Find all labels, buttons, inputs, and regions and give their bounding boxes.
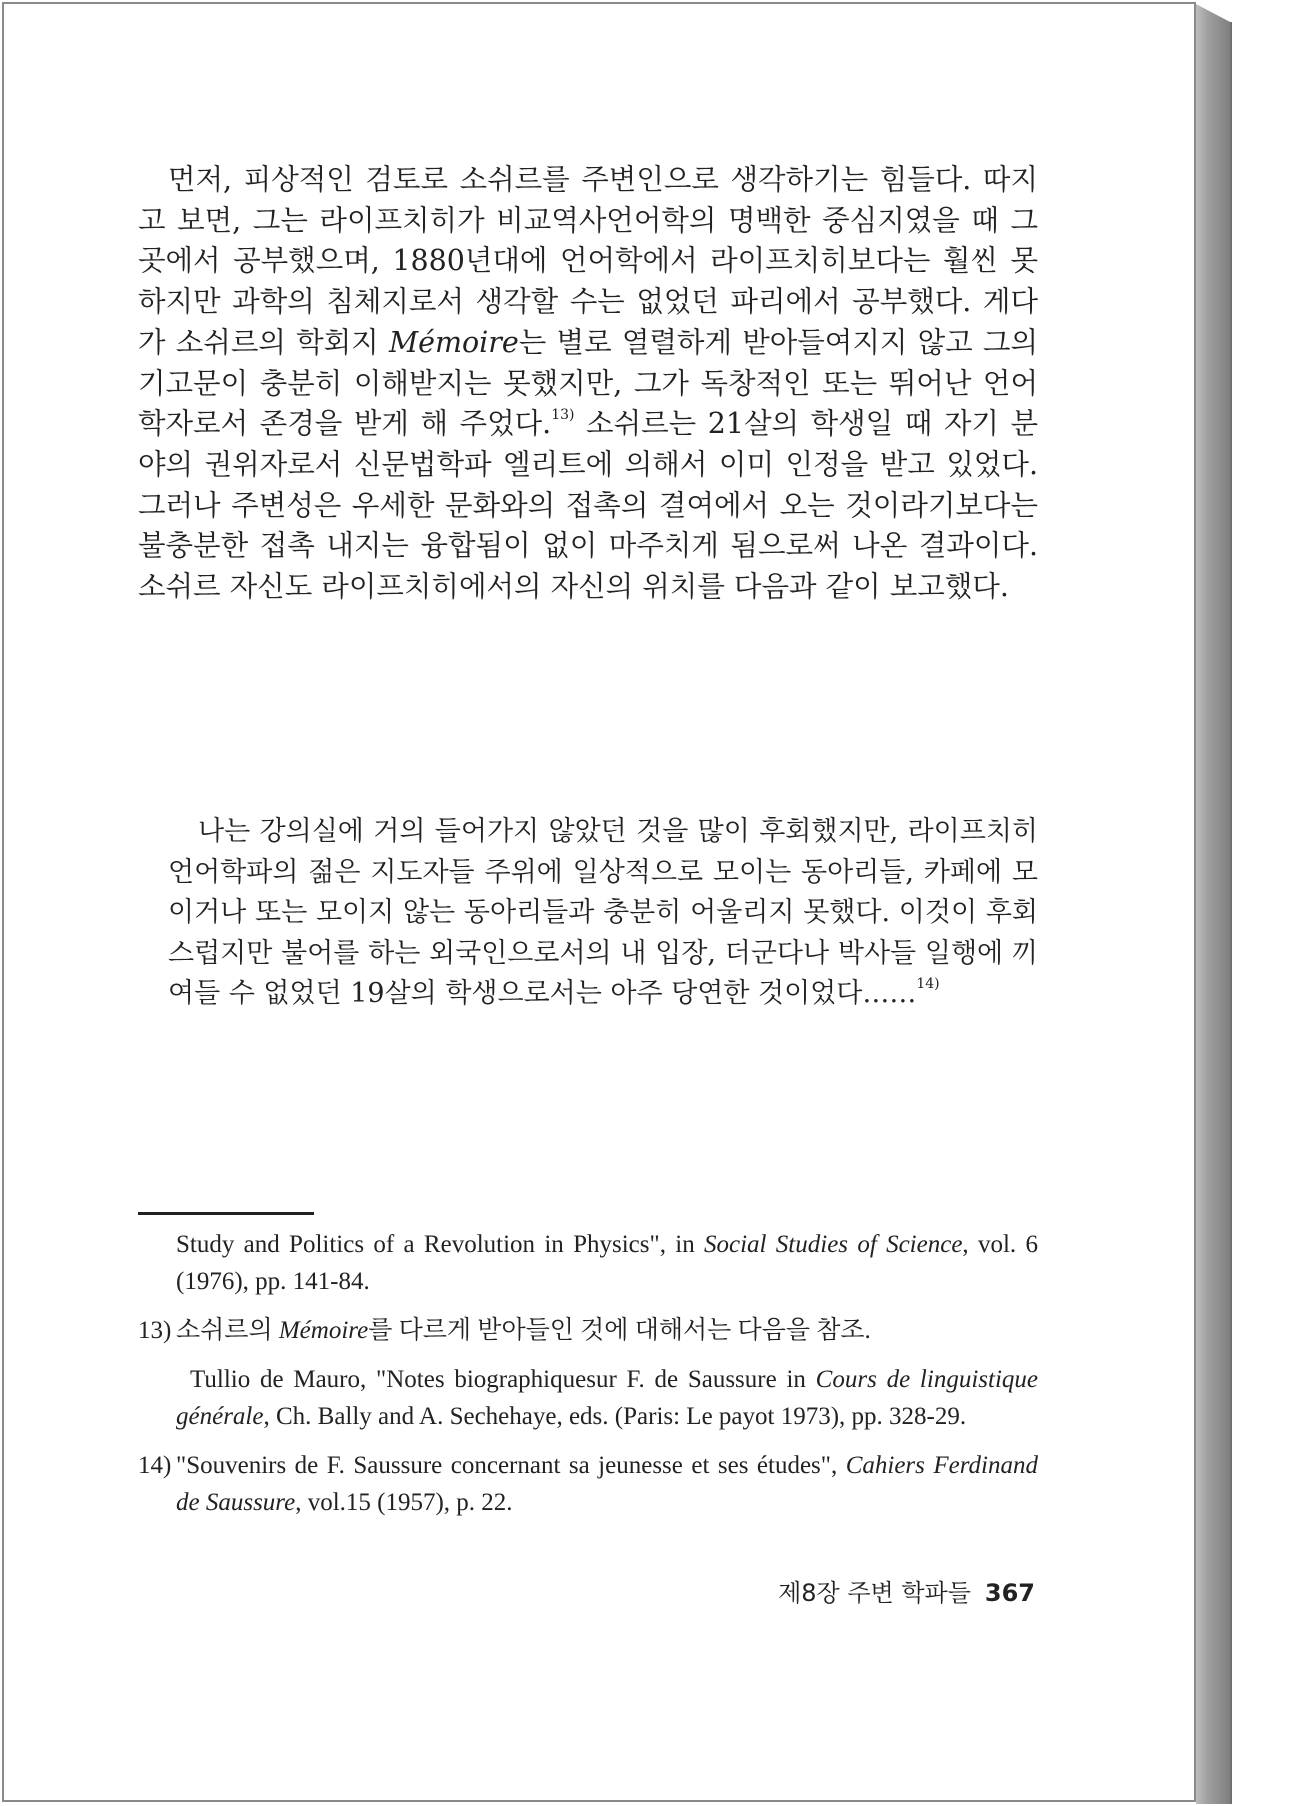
footnote-ref-13: 13) [551,407,575,424]
footnote-continued [138,1226,1038,1300]
memoire-italic: Mémoire [388,325,519,359]
footnote-14-text-2: , vol.15 (1957), p. 22. [295,1489,513,1516]
block-quote-text: 나는 강의실에 거의 들어가지 않았던 것을 많이 후회했지만, 라이프치히 언어학파의 젊은 지도자들 주위에 일상적으로 모이는 동아리들, 카페에 모이거나 또는 모이지 않는 동아리들과 충분히 어울리지 못했다. 이것이 후회스럽지만 불어를 하는 외국인으로서의 내 입장, 더군다나 박사들 일행에 끼여들 수 없었던 19살의 학생으로서는 아주 당연한 것이었다…… [168,816,1038,1010]
footnote-13-reference-text-1: Tullio de Mauro, "Notes biographiquesur F. de Saussure in [190,1366,816,1393]
footnote-14-text [176,1447,1038,1521]
footnote-13-reference-text-2: , Ch. Bally and A. Sechehaye, eds. (Paris: Le payot 1973), pp. 328-29. [263,1403,967,1430]
main-paragraph-text-2: 는 별로 열렬하게 받아들여지지 않고 그의 기고문이 충분히 이해받지는 못했지만, 그가 독창적인 또는 뛰어난 언어학자로서 존경을 받게 해 주었다. [138,325,1038,441]
footnote-continued-italic: Social Studies of Science [704,1231,963,1258]
footnote-13-italic: Mémoire [278,1317,369,1344]
footnote-continued-text-1: Study and Politics of a Revolution in Physics", in [176,1231,705,1258]
chapter-label: 제8장 주변 학파들 [778,1579,971,1607]
footnote-13-number: 13) [138,1317,172,1344]
footnote-13-reference-italic: Cours de linguistique générale [176,1366,1038,1430]
page-number: 367 [984,1579,1035,1607]
footnote-13-text [176,1312,1038,1349]
footnote-14-text-1: "Souvenirs de F. Saussure concernant sa jeunesse et ses études", [176,1452,846,1479]
footnote-13-text-1: 소쉬르의 [176,1317,279,1344]
footnote-13 [138,1312,1038,1349]
footnote-ref-14: 14) [916,976,940,993]
footnotes-section [138,1226,1038,1533]
footnote-continued-text-2: , vol. 6 (1976), pp. 141-84. [176,1231,1038,1295]
footnote-14-italic: Cahiers Ferdinand de Saussure [176,1452,1038,1516]
spine-edge-line [1230,22,1232,1804]
block-quote [168,812,1038,1015]
book-spine [1196,4,1230,1804]
footnote-13-reference [138,1361,1038,1435]
footnote-14 [138,1447,1038,1521]
main-paragraph [138,160,1038,608]
main-paragraph-text-3: 소쉬르는 21살의 학생일 때 자기 분야의 권위자로서 신문법학파 엘리트에 의해서 이미 인정을 받고 있었다. 그러나 주변성은 우세한 문화와의 접촉의 결여에서 오는 것이라기보다는 불충분한 접촉 내지는 융합됨이 없이 마주치게 됨으로써 나온 결과이다. 소쉬르 자신도 라이프치히에서의 자신의 위치를 다음과 같이 보고했다. [138,407,1039,604]
main-paragraph-text-1: 먼저, 피상적인 검토로 소쉬르를 주변인으로 생각하기는 힘들다. 따지고 보면, 그는 라이프치히가 비교역사언어학의 명백한 중심지였을 때 그곳에서 공부했으며, 1880년대에 언어학에서 라이프치히보다는 훨씬 못하지만 과학의 침체지로서 생각할 수는 없었던 파리에서 공부했다. 게다가 소쉬르의 학회지 [138,163,1038,359]
footnote-divider [138,1212,314,1215]
page-footer [778,1576,1035,1610]
footnote-13-text-2: 를 다르게 받아들인 것에 대해서는 다음을 참조. [368,1317,871,1344]
footnote-14-number: 14) [138,1452,172,1479]
